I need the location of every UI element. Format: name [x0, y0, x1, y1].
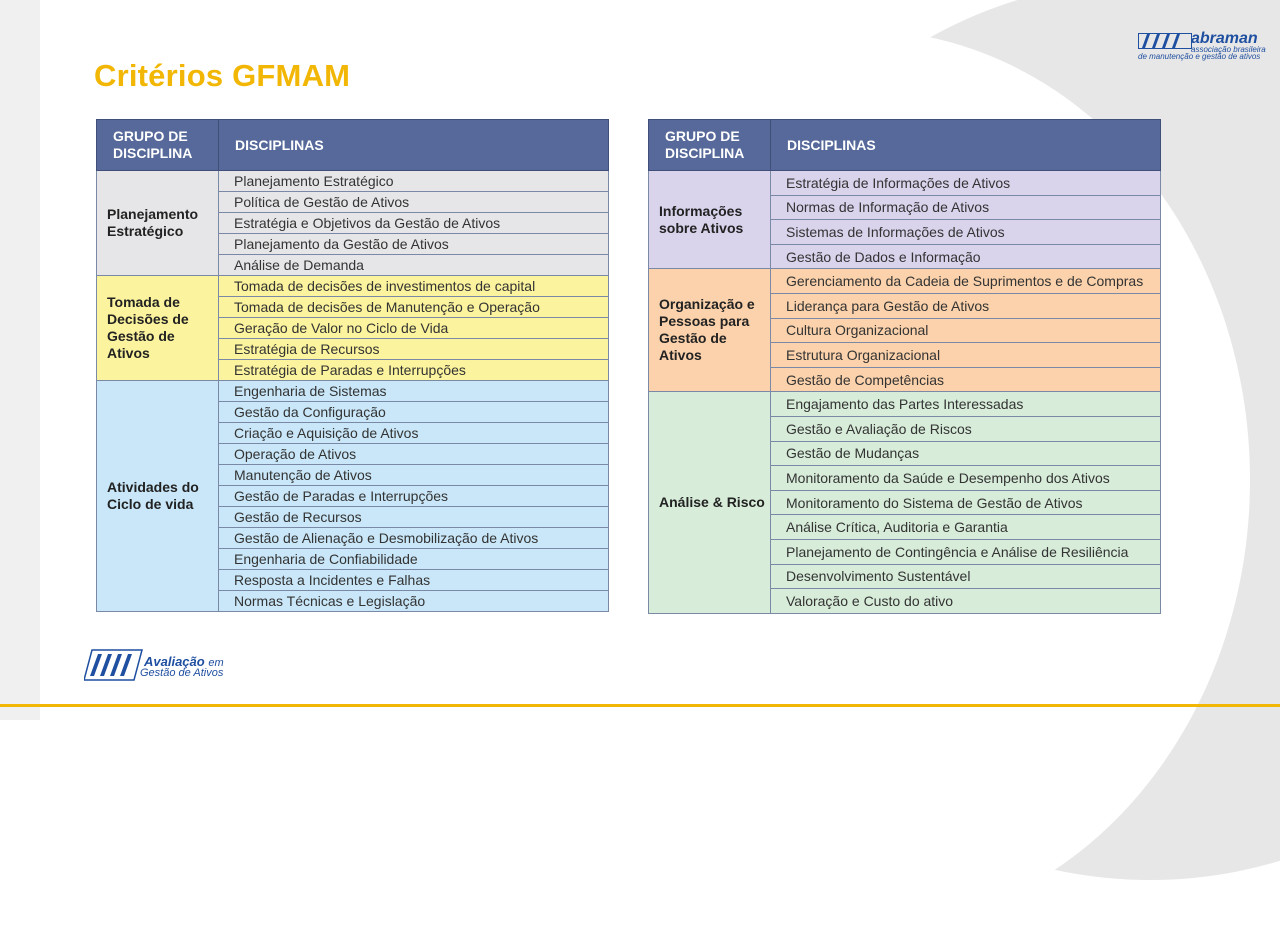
abraman-logo — [1138, 32, 1268, 62]
discipline-cell: Gestão da Configuração — [219, 402, 609, 423]
table-row — [649, 392, 1161, 417]
avaliacao-gestao-ativos-logo — [84, 646, 244, 686]
discipline-cell: Planejamento de Contingência e Análise de Resiliência — [771, 539, 1161, 564]
discipline-cell: Gestão de Competências — [771, 367, 1161, 392]
avaliacao-logo-bars-icon — [84, 648, 144, 682]
discipline-cell: Gestão de Paradas e Interrupções — [219, 486, 609, 507]
discipline-cell: Normas Técnicas e Legislação — [219, 591, 609, 612]
table-row — [97, 276, 609, 297]
discipline-cell: Monitoramento da Saúde e Desempenho dos Ativos — [771, 466, 1161, 491]
discipline-cell: Desenvolvimento Sustentável — [771, 564, 1161, 589]
discipline-cell: Estratégia de Paradas e Interrupções — [219, 360, 609, 381]
discipline-cell: Engenharia de Confiabilidade — [219, 549, 609, 570]
discipline-cell: Gestão de Dados e Informação — [771, 244, 1161, 269]
discipline-cell: Planejamento da Gestão de Ativos — [219, 234, 609, 255]
group-atividades-ciclo-de-vida: Atividades do Ciclo de vida — [97, 381, 219, 612]
discipline-cell: Valoração e Custo do ativo — [771, 589, 1161, 614]
discipline-cell: Geração de Valor no Ciclo de Vida — [219, 318, 609, 339]
discipline-cell: Estrutura Organizacional — [771, 343, 1161, 368]
table-row — [649, 269, 1161, 294]
header-disciplinas: DISCIPLINAS — [219, 120, 609, 171]
discipline-cell: Planejamento Estratégico — [219, 171, 609, 192]
abraman-logo-bars-icon — [1138, 33, 1192, 49]
abraman-logo-subtitle-2: de manutenção e gestão de ativos — [1138, 52, 1261, 61]
header-grupo-de-disciplina: GRUPO DE DISCIPLINA — [97, 120, 219, 171]
discipline-cell: Gestão de Mudanças — [771, 441, 1161, 466]
abraman-logo-name: abraman — [1191, 30, 1258, 47]
bottom-accent-line — [0, 704, 1280, 707]
discipline-cell: Sistemas de Informações de Ativos — [771, 220, 1161, 245]
discipline-cell: Política de Gestão de Ativos — [219, 192, 609, 213]
table-left-header-row — [97, 120, 609, 171]
discipline-cell: Engenharia de Sistemas — [219, 381, 609, 402]
discipline-cell: Gestão de Alienação e Desmobilização de Ativos — [219, 528, 609, 549]
discipline-cell: Normas de Informação de Ativos — [771, 195, 1161, 220]
group-organizacao-e-pessoas: Organização e Pessoas para Gestão de Ativos — [649, 269, 771, 392]
discipline-cell: Estratégia de Recursos — [219, 339, 609, 360]
group-planejamento-estrategico: Planejamento Estratégico — [97, 171, 219, 276]
discipline-cell: Engajamento das Partes Interessadas — [771, 392, 1161, 417]
table-row — [97, 381, 609, 402]
slide-title: Critérios GFMAM — [94, 58, 351, 93]
table-row — [649, 171, 1161, 196]
avaliacao-logo-line-2: Gestão de Ativos — [140, 667, 224, 679]
discipline-cell: Gestão e Avaliação de Riscos — [771, 416, 1161, 441]
table-row — [97, 171, 609, 192]
discipline-cell: Criação e Aquisição de Ativos — [219, 423, 609, 444]
discipline-cell: Liderança para Gestão de Ativos — [771, 293, 1161, 318]
avaliacao-logo-line-1: Avaliação em — [144, 654, 224, 669]
group-analise-e-risco: Análise & Risco — [649, 392, 771, 613]
discipline-cell: Estratégia e Objetivos da Gestão de Ativos — [219, 213, 609, 234]
discipline-cell: Operação de Ativos — [219, 444, 609, 465]
discipline-cell: Gerenciamento da Cadeia de Suprimentos e de Compras — [771, 269, 1161, 294]
discipline-cell: Análise de Demanda — [219, 255, 609, 276]
header-grupo-de-disciplina: GRUPO DE DISCIPLINA — [649, 120, 771, 171]
discipline-cell: Tomada de decisões de investimentos de capital — [219, 276, 609, 297]
discipline-cell: Monitoramento do Sistema de Gestão de Ativos — [771, 490, 1161, 515]
group-tomada-de-decisoes: Tomada de Decisões de Gestão de Ativos — [97, 276, 219, 381]
discipline-cell: Análise Crítica, Auditoria e Garantia — [771, 515, 1161, 540]
discipline-cell: Gestão de Recursos — [219, 507, 609, 528]
discipline-cell: Cultura Organizacional — [771, 318, 1161, 343]
table-right — [648, 119, 1161, 614]
table-left — [96, 119, 609, 612]
discipline-cell: Manutenção de Ativos — [219, 465, 609, 486]
discipline-cell: Tomada de decisões de Manutenção e Operação — [219, 297, 609, 318]
table-right-header-row — [649, 120, 1161, 171]
group-informacoes-sobre-ativos: Informações sobre Ativos — [649, 171, 771, 269]
discipline-cell: Resposta a Incidentes e Falhas — [219, 570, 609, 591]
abraman-logo-subtitle-1: associação brasileira — [1191, 45, 1266, 54]
discipline-cell: Estratégia de Informações de Ativos — [771, 171, 1161, 196]
header-disciplinas: DISCIPLINAS — [771, 120, 1161, 171]
left-margin-band — [0, 0, 40, 720]
